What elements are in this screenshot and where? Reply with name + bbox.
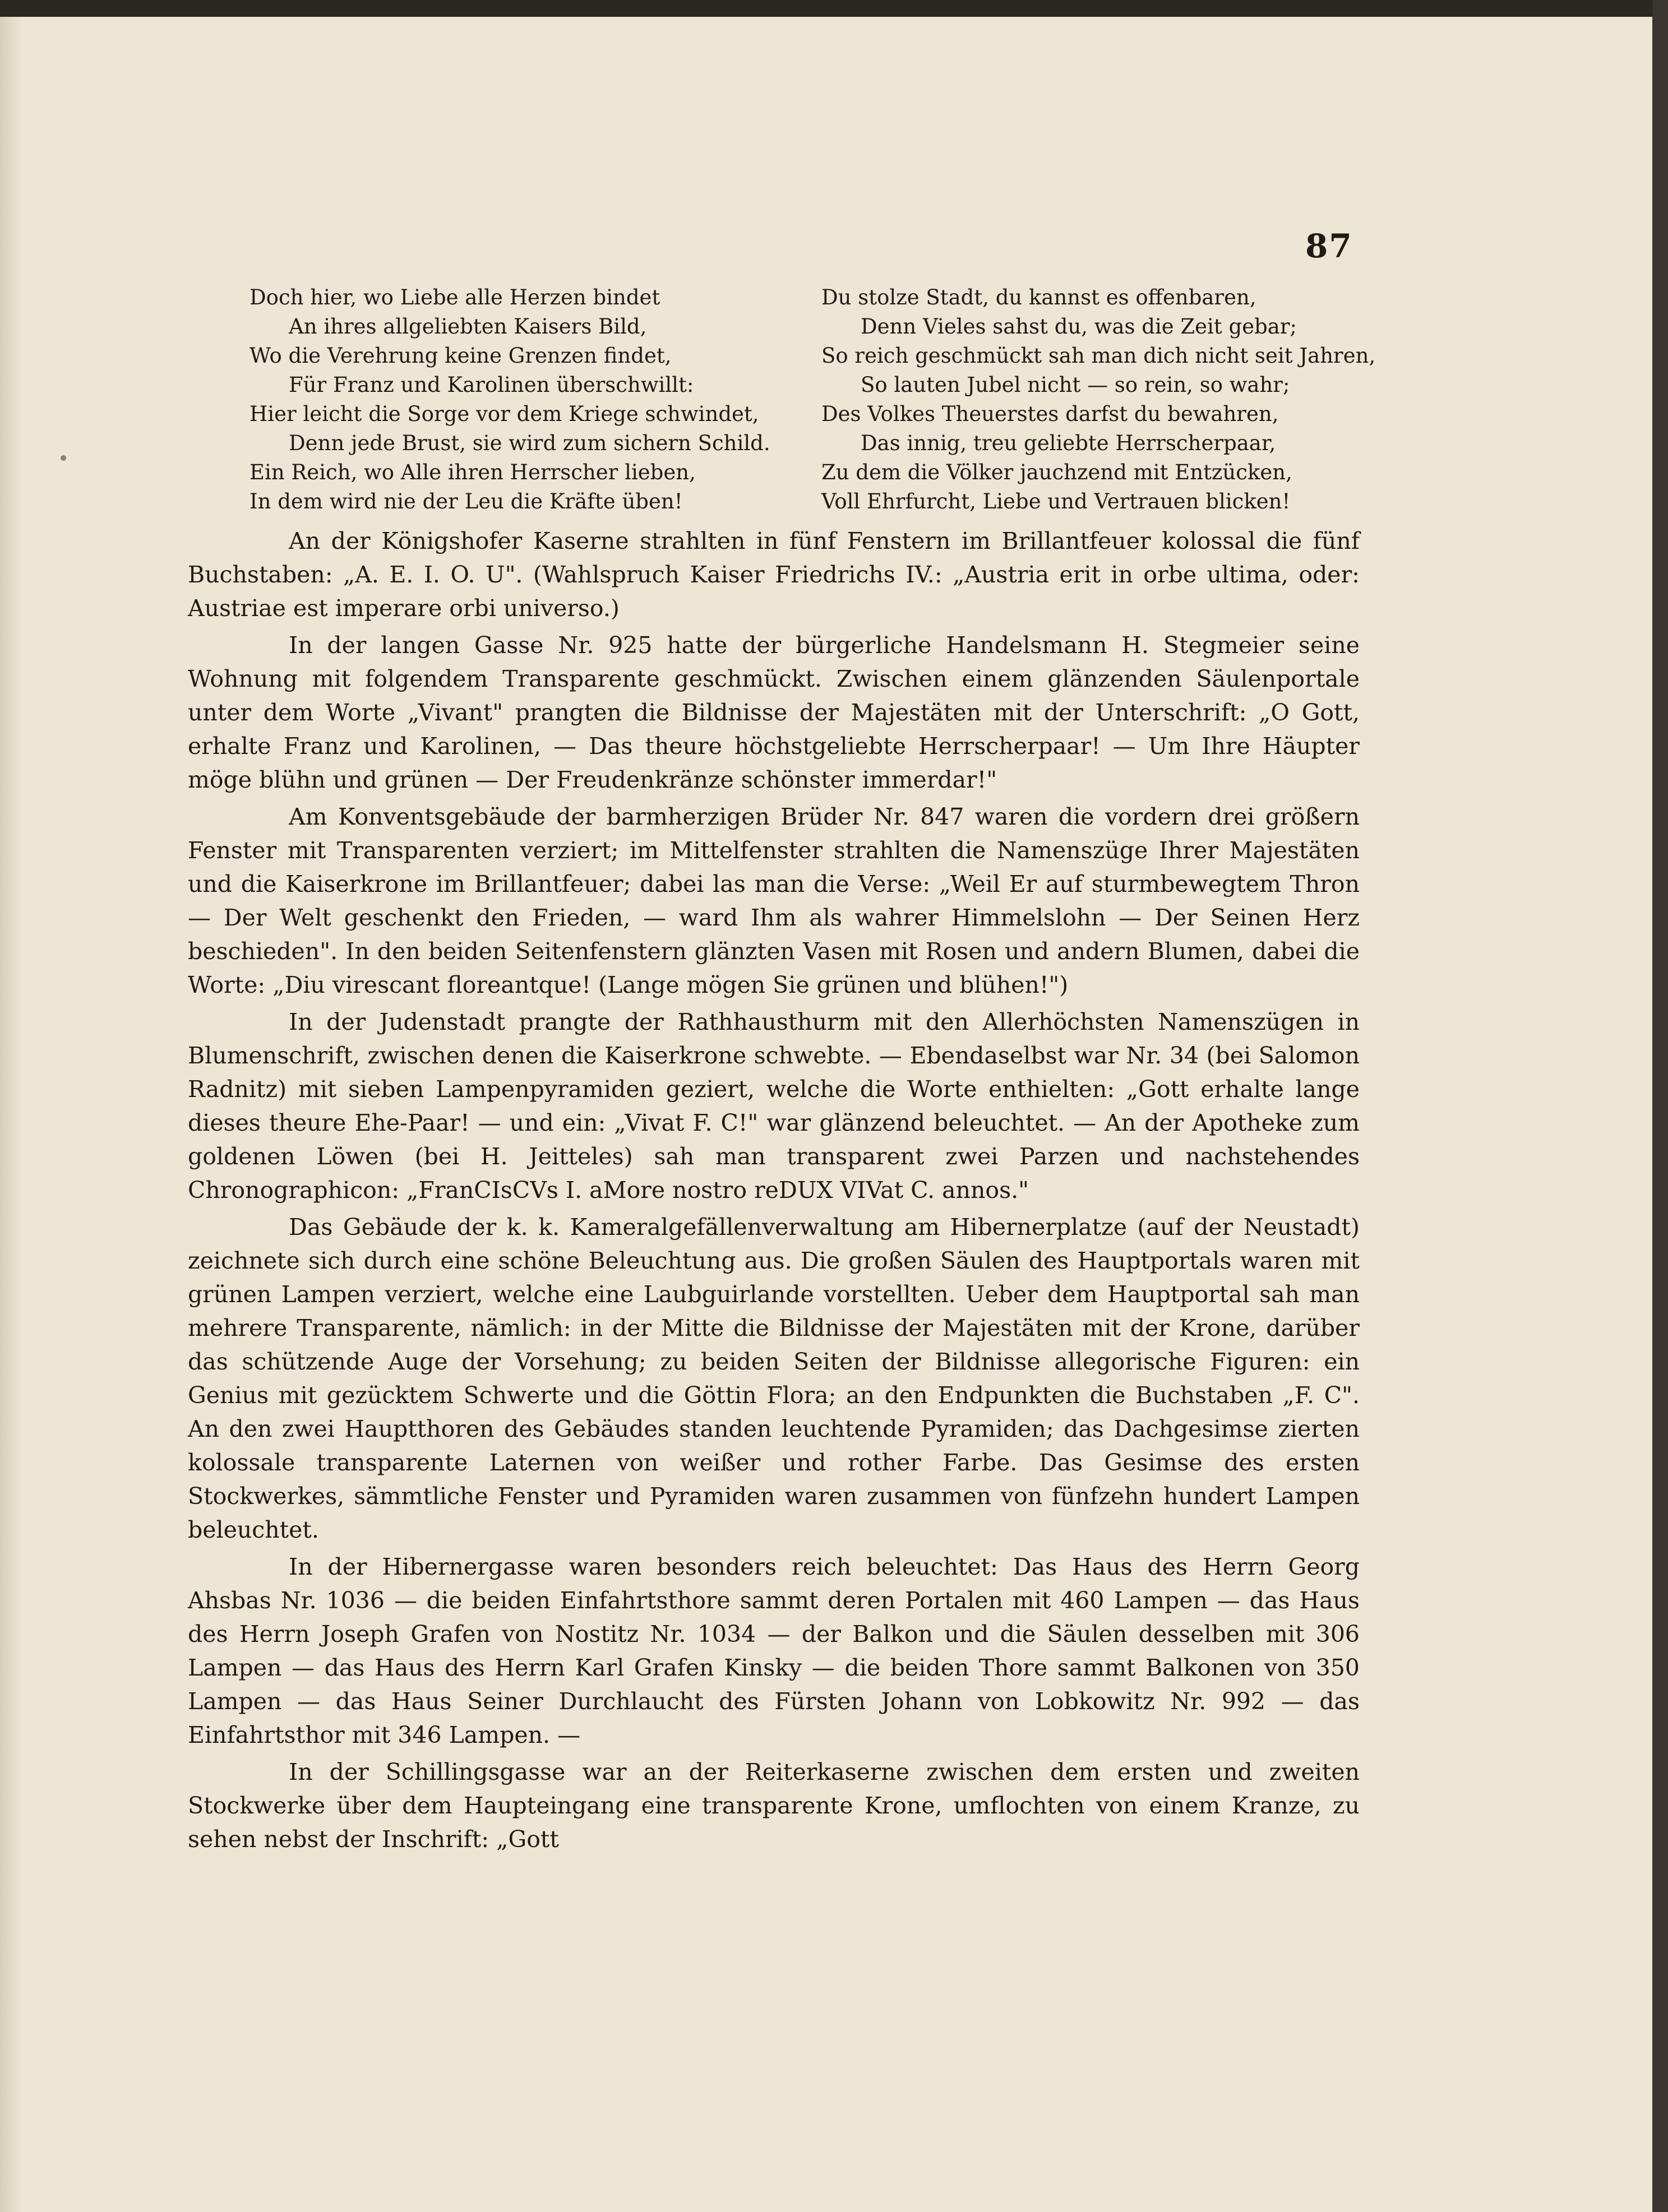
- poem: [249, 283, 1376, 519]
- page-number: 87: [1305, 227, 1353, 265]
- paragraph: In der Hibernergasse waren besonders reich beleuchtet: Das Haus des Herrn Georg Ahsbas Nr. 1036 — die beiden Einfahrtsthore sammt deren Portalen mit 460 Lampen — das Haus des Herrn Joseph Grafen von Nostitz Nr. 1034 — der Balkon und die Säulen desselben mit 306 Lampen — das Haus des Herrn Karl Grafen Kinsky — die beiden Thore sammt Balkonen von 350 Lampen — das Haus Seiner Durchlaucht des Fürsten Johann von Lobkowitz Nr. 992 — das Einfahrtsthor mit 346 Lampen. —: [188, 1553, 1360, 1748]
- poem-line: Du stolze Stadt, du kannst es offenbaren,: [821, 285, 1256, 309]
- poem-line: So lauten Jubel nicht — so rein, so wahr;: [861, 373, 1290, 397]
- poem-line: Des Volkes Theuerstes darfst du bewahren,: [821, 402, 1279, 426]
- poem-line: Zu dem die Völker jauchzend mit Entzücken,: [821, 460, 1292, 484]
- paragraph: Am Konventsgebäude der barmherzigen Brüder Nr. 847 waren die vordern drei größern Fenster mit Transparenten verziert; im Mittelfenster strahlten die Namenszüge Ihrer Majestäten und die Kaiserkrone im Brillantfeuer; dabei las man die Verse: „Weil Er auf sturmbewegtem Thron — Der Welt geschenkt den Frieden, — ward Ihm als wahrer Himmelslohn — Der Seinen Herz beschieden". In den beiden Seitenfenstern glänzten Vasen mit Rosen und andern Blumen, dabei die Worte: „Diu virescant floreantque! (Lange mögen Sie grünen und blühen!"): [188, 803, 1360, 998]
- poem-line: In dem wird nie der Leu die Kräfte üben!: [249, 489, 683, 513]
- poem-line: Voll Ehrfurcht, Liebe und Vertrauen blicken!: [821, 489, 1291, 513]
- paragraph: In der Schillingsgasse war an der Reiterkaserne zwischen dem ersten und zweiten Stockwerke über dem Haupteingang eine transparente Krone, umflochten von einem Kranze, zu sehen nebst der Inschrift: „Gott: [188, 1759, 1360, 1853]
- paragraph: An der Königshofer Kaserne strahlten in fünf Fenstern im Brillantfeuer kolossal die fünf Buchstaben: „A. E. I. O. U". (Wahlspruch Kaiser Friedrichs IV.: „Austria erit in orbe ultima, oder: Austriae est imperare orbi universo.): [188, 527, 1360, 622]
- poem-line: So reich geschmückt sah man dich nicht seit Jahren,: [821, 344, 1376, 368]
- poem-line: Hier leicht die Sorge vor dem Kriege schwindet,: [249, 402, 759, 426]
- scan-speck: [61, 455, 66, 461]
- scan-right-edge: [1652, 0, 1668, 2212]
- paragraph: In der langen Gasse Nr. 925 hatte der bürgerliche Handelsmann H. Stegmeier seine Wohnung mit folgendem Transparente geschmückt. Zwischen einem glänzenden Säulenportale unter dem Worte „Vivant" prangten die Bildnisse der Majestäten mit der Unterschrift: „O Gott, erhalte Franz und Karolinen, — Das theure höchstgeliebte Herrscherpaar! — Um Ihre Häupter möge blühn und grünen — Der Freudenkränze schönster immerdar!": [188, 632, 1360, 793]
- poem-line: An ihres allgeliebten Kaisers Bild,: [289, 314, 647, 339]
- poem-line: Das innig, treu geliebte Herrscherpaar,: [861, 431, 1276, 455]
- paragraph: Das Gebäude der k. k. Kameralgefällenverwaltung am Hibernerplatze (auf der Neustadt) zeichnete sich durch eine schöne Beleuchtung aus. Die großen Säulen des Hauptportals waren mit grünen Lampen verziert, welche eine Laubguirlande vorstellten. Ueber dem Hauptportal sah man mehrere Transparente, nämlich: in der Mitte die Bildnisse der Majestäten mit der Krone, darüber das schützende Auge der Vorsehung; zu beiden Seiten der Bildnisse allegorische Figuren: ein Genius mit gezücktem Schwerte und die Göttin Flora; an den Endpunkten die Buchstaben „F. C". An den zwei Hauptthoren des Gebäudes standen leuchtende Pyramiden; das Dachgesimse zierten kolossale transparente Laternen von weißer und rother Farbe. Das Gesimse des ersten Stockwerkes, sämmtliche Fenster und Pyramiden waren zusammen von fünfzehn hundert Lampen beleuchtet.: [188, 1214, 1360, 1543]
- paragraph: In der Judenstadt prangte der Rathhausthurm mit den Allerhöchsten Namenszügen in Blumenschrift, zwischen denen die Kaiserkrone schwebte. — Ebendaselbst war Nr. 34 (bei Salomon Radnitz) mit sieben Lampenpyramiden geziert, welche die Worte enthielten: „Gott erhalte lange dieses theure Ehe-Paar! — und ein: „Vivat F. C!" war glänzend beleuchtet. — An der Apotheke zum goldenen Löwen (bei H. Jeitteles) sah man transparent zwei Parzen und nachstehendes Chronographicon: „FranCIsCVs I. aMore nostro reDUX VIVat C. annos.": [188, 1008, 1360, 1204]
- poem-line: Doch hier, wo Liebe alle Herzen bindet: [249, 285, 660, 309]
- poem-stanza-left: [249, 283, 788, 519]
- poem-line: Wo die Verehrung keine Grenzen findet,: [249, 344, 672, 368]
- poem-line: Denn jede Brust, sie wird zum sichern Schild.: [289, 431, 770, 455]
- poem-line: Ein Reich, wo Alle ihren Herrscher lieben,: [249, 460, 696, 484]
- poem-stanza-right: [821, 283, 1376, 519]
- poem-line: Für Franz und Karolinen überschwillt:: [289, 373, 694, 397]
- poem-line: Denn Vieles sahst du, was die Zeit gebar;: [861, 314, 1297, 339]
- page-gutter: [0, 0, 22, 2212]
- body-text: [188, 524, 1360, 1859]
- scan-top-edge: [0, 0, 1668, 17]
